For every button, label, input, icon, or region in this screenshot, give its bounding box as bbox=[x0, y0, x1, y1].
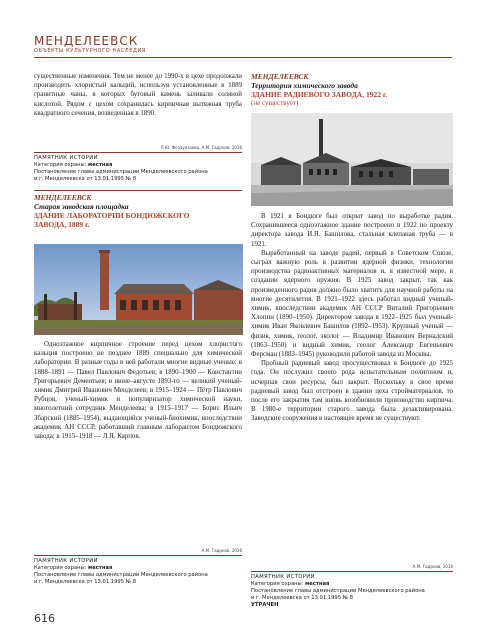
decree-date: и г. Менделеевска от 13.01.1995 № 8 bbox=[34, 579, 136, 585]
section-kind: Территория химического завода bbox=[251, 81, 358, 90]
section-name-line1: ЗДАНИЕ ЛАБОРАТОРИИ БОНДЮЖСКОГО bbox=[34, 211, 190, 220]
protection-category: Категория охраны: местная bbox=[251, 581, 330, 587]
book-subtitle: ОБЪЕКТЫ КУЛЬТУРНОГО НАСЛЕДИЯ bbox=[34, 48, 146, 54]
section-place: МЕНДЕЛЕЕВСК bbox=[34, 193, 92, 202]
radium-plant-photo bbox=[251, 113, 453, 206]
section-name: ЗДАНИЕ РАДИЕВОГО ЗАВОДА, 1922 г. bbox=[251, 90, 388, 99]
decree-date: и г. Менделеевска от 13.01.1995 № 8 bbox=[251, 595, 353, 601]
decree-date: и г. Менделеевска от 13.01.1995 № 8 bbox=[34, 176, 136, 182]
decree-text: Постановление главы администрации Менделеевского района bbox=[34, 169, 208, 175]
section-lab-rule bbox=[34, 190, 242, 191]
left-bottom-paragraph: Одноэтажное кирпичное строение перед цехом хлористого кальция построено не позднее 1889 специально для химической лаборатории. В разные годы в ней работали многие видные ученые: в 1888–1891 — Павел Павлович Федотьев; в 1890–1900 — Константин Григорьевич Дементьев; в июне–августе 1893-го — великий ученый-химик Дмитрий Иванович Менделеев; в 1915–1924 — Пётр Павлович Рубцов, ученый-химик и популяризатор химической науки, многолетний сотрудник Менделеева; в 1915–1917 — Борис Ильич Збарский (1885–1954), выдающийся ученый-биохимик, впоследствии академик АН СССР, работавший главным лаборантом Бондюжского завода; в 1915–1918 — Л.Я. Карпов. bbox=[34, 341, 242, 441]
book-title: МЕНДЕЛЕЕВСК bbox=[34, 34, 139, 48]
monument-label: ПАМЯТНИК ИСТОРИИ bbox=[34, 558, 98, 564]
page-number: 616 bbox=[34, 612, 55, 625]
status-lost: УТРАЧЕН bbox=[251, 602, 279, 608]
monument-info-3 bbox=[251, 574, 455, 609]
section-place: МЕНДЕЛЕЕВСК bbox=[251, 72, 309, 81]
left-bottom-text bbox=[34, 340, 242, 441]
photo-credit-right: А.М. Гадрнов, 2016 bbox=[412, 564, 453, 569]
right-paragraph-1: В 1921 в Бондюге был открыт завод по выработке радия. Сохранившееся одноэтажное здание построено в 1922 по проекту директора завода И.Я. Башилова, стальная клепаная труба — в 1921. bbox=[251, 213, 453, 248]
pamyat3-rule bbox=[251, 571, 453, 572]
lab-building-photo bbox=[34, 244, 243, 335]
decree-text: Постановление главы администрации Менделеевского района bbox=[251, 588, 425, 594]
pamyat1-rule bbox=[34, 152, 242, 153]
right-text bbox=[251, 212, 453, 424]
left-top-text bbox=[34, 72, 242, 118]
section-kind: Старая заводская площадка bbox=[34, 202, 129, 211]
monument-info-2 bbox=[34, 558, 244, 586]
photo-credit-left-top: Л.Ю. Фозаунзаева, А.М. Гадрнов, 2016 bbox=[160, 145, 242, 150]
right-paragraph-3: Пробный радиевый завод просуществовал в Бондюге до 1925 года. Он послужил своего рода испытательным полигоном и, исчерпав свои ресурсы, был закрыт. Поскольку в свое время радиевый завод был отстроен в здании цеха стройматериалов, то после его закрытия там вновь возобновили производство кирпича. В 1980-е территории старого завода была дезактивирована. Заводские сооружения в настоящее время не существуют. bbox=[251, 360, 453, 423]
pamyat2-rule bbox=[34, 555, 242, 556]
section-note: (не существует) bbox=[251, 99, 299, 107]
left-top-paragraph: существенные изменения. Тем не менее до 1990-х в цехе продолжали производить хлористый кальций, используя установленные в 1889 гранитные чаны, в которых бутовый камень заливали соляной кислотой. Рядом с цехом сохранилась кирпичная вытяжная труба квадратного сечения, возведенная в 1890. bbox=[34, 73, 242, 117]
monument-label: ПАМЯТНИК ИСТОРИИ bbox=[34, 155, 98, 161]
section-lab-heading bbox=[34, 193, 244, 229]
section-name-line2: ЗАВОДА, 1889 г. bbox=[34, 220, 90, 229]
monument-info-1 bbox=[34, 155, 244, 183]
protection-category: Категория охраны: местная bbox=[34, 565, 113, 571]
section-radium-heading bbox=[251, 72, 453, 107]
right-paragraph-2: Выработанный на заводе радий, первый в Советском Союзе, сыграл важную роль в развитии ядерной физики, технологии производства радиоактивных материалов и, в известной мере, в создании ядерного оружия. В 1925 завод закрыт, так как произведенного радия должно было хватить для научной работы на многие десятилетия. В 1921–1922 здесь работал видный ученый-химик, впоследствии академик АН СССР Виталий Григорьевич Хлопин (1890–1950). Директором завода в 1922–1925 был ученый-химик Иван Яковлевич Башилов (1892–1953). Крупный ученый — физик, химик, геолог, эколог — Владимир Иванович Вернадский (1863–1950) и видный химик, геолог Александр Евгеньевич Ферсман (1883–1945) руководили работой завода из Москвы. bbox=[251, 249, 453, 359]
protection-category: Категория охраны: местная bbox=[34, 162, 113, 168]
header-rule bbox=[34, 57, 452, 58]
photo-credit-left-bottom: А.М. Гадрнов, 2016 bbox=[201, 548, 242, 553]
decree-text: Постановление главы администрации Менделеевского района bbox=[34, 572, 208, 578]
monument-label: ПАМЯТНИК ИСТОРИИ bbox=[251, 574, 315, 580]
